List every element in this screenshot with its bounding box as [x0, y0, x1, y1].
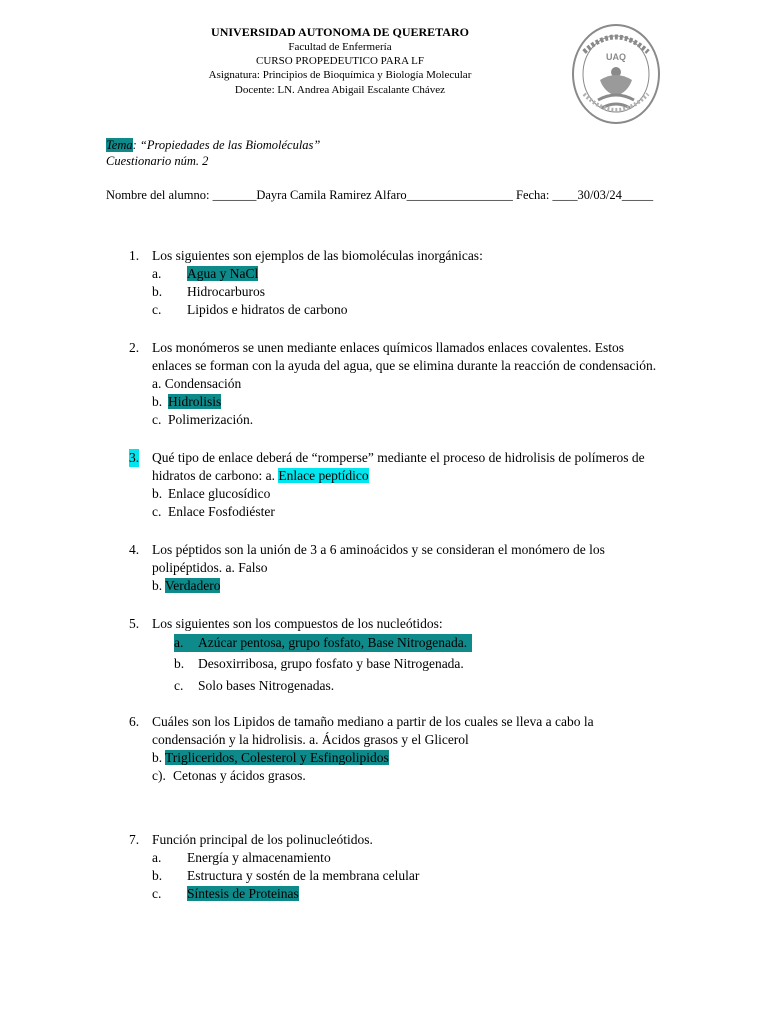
question-text: Los siguientes son los compuestos de los nucleótidos: [152, 616, 443, 631]
name-label: Nombre del alumno: _______ [106, 188, 257, 202]
option-letter: b. [152, 578, 163, 593]
option-letter: b. [152, 394, 163, 409]
option-letter: c. [152, 504, 162, 519]
date-label: Fecha: ____ [512, 188, 578, 202]
option-letter: a. [152, 850, 162, 865]
option-text: Enlace Fosfodiéster [168, 504, 275, 519]
option-letter: b. [174, 656, 185, 671]
option-letter: b. [152, 750, 163, 765]
option-answer: Enlace peptídico [278, 468, 369, 483]
university-name: UNIVERSIDAD AUTONOMA DE QUERETARO [211, 25, 469, 39]
student-line [106, 188, 653, 203]
option-text: Lipidos e hidratos de carbono [187, 302, 348, 317]
option-answer: Verdadero [165, 578, 221, 593]
faculty-name: Facultad de Enfermería [288, 41, 392, 53]
option-answer: Hidrolisis [168, 394, 222, 409]
option-letter: a. [152, 266, 162, 281]
student-name: Dayra Camila Ramirez Alfaro [256, 188, 407, 202]
option-letter: c. [152, 886, 162, 901]
subject-line: Asignatura: Principios de Bioquímica y Biología Molecular [208, 69, 472, 81]
question-text: Cuáles son los Lipidos de tamaño mediano a partir de los cuales se lleva a cabo la condensación y la hidrolisis. a. Ácidos grasos y el Glicerol [152, 714, 594, 747]
question-3 [129, 449, 669, 485]
option-text: Enlace glucosídico [168, 486, 271, 501]
option-letter: b. [152, 284, 163, 299]
question-number: 7. [129, 832, 140, 847]
name-underline: _________________ [406, 188, 513, 202]
teacher-line: Docente: LN. Andrea Abigail Escalante Chávez [234, 84, 446, 96]
option-text: Desoxirribosa, grupo fosfato y base Nitrogenada. [198, 656, 464, 671]
question-text-body: Qué tipo de enlace deberá de “romperse” mediante el proceso de hidrolisis de polímeros de hidratos de carbono: a. [152, 450, 645, 483]
topic-title: : “Propiedades de las Biomoléculas” [132, 138, 321, 152]
option-answer: Agua y NaCl [187, 266, 259, 281]
option-text: Energía y almacenamiento [187, 850, 331, 865]
option-answer: Azúcar pentosa, grupo fosfato, Base Nitrogenada. [198, 635, 468, 650]
question-text: Los monómeros se unen mediante enlaces químicos llamados enlaces covalentes. Estos enlaces se forman con la ayuda del agua, que se elimina durante la reacción de condensación. a. Condensación [152, 340, 657, 391]
option-letter: a. [174, 635, 184, 650]
option-text: Cetonas y ácidos grasos. [173, 768, 306, 783]
question-number: 5. [129, 616, 140, 631]
option-answer: Trigliceridos, Colesterol y Esfingolipidos [165, 750, 389, 765]
question-number: 3. [129, 450, 140, 465]
question-number: 1. [129, 248, 140, 263]
course-name: CURSO PROPEDEUTICO PARA LF [256, 55, 424, 67]
uaq-nursing-seal-icon [570, 22, 662, 126]
topic-label: Tema [106, 138, 133, 152]
logo-center-text: UAQ [606, 52, 626, 62]
question-number: 2. [129, 340, 140, 355]
date-value: 30/03/24 [577, 188, 622, 202]
option-text: Solo bases Nitrogenadas. [198, 678, 335, 693]
question-number: 6. [129, 714, 140, 729]
question-text: Función principal de los polinucleótidos. [152, 832, 373, 847]
date-underline: _____ [621, 188, 654, 202]
question-6 [129, 713, 669, 749]
option-letter: c. [152, 302, 162, 317]
topic-line [106, 138, 320, 153]
option-letter: b. [152, 868, 163, 883]
option-letter: c). [152, 768, 166, 783]
option-letter: b. [152, 486, 163, 501]
question-2 [129, 339, 669, 393]
questionnaire-number: Cuestionario núm. 2 [106, 154, 209, 168]
option-letter: c. [152, 412, 162, 427]
option-text: Polimerización. [168, 412, 254, 427]
question-text: Los siguientes son ejemplos de las biomoléculas inorgánicas: [152, 248, 483, 263]
option-text: Hidrocarburos [187, 284, 265, 299]
option-letter: c. [174, 678, 184, 693]
question-text [152, 449, 667, 485]
question-4 [129, 541, 669, 577]
option-text: Estructura y sostén de la membrana celular [187, 868, 420, 883]
question-text: Los péptidos son la unión de 3 a 6 aminoácidos y se consideran el monómero de los polipéptidos. a. Falso [152, 542, 605, 575]
question-number: 4. [129, 542, 140, 557]
option-answer-row [174, 634, 472, 652]
option-answer: Síntesis de Proteinas [187, 886, 299, 901]
